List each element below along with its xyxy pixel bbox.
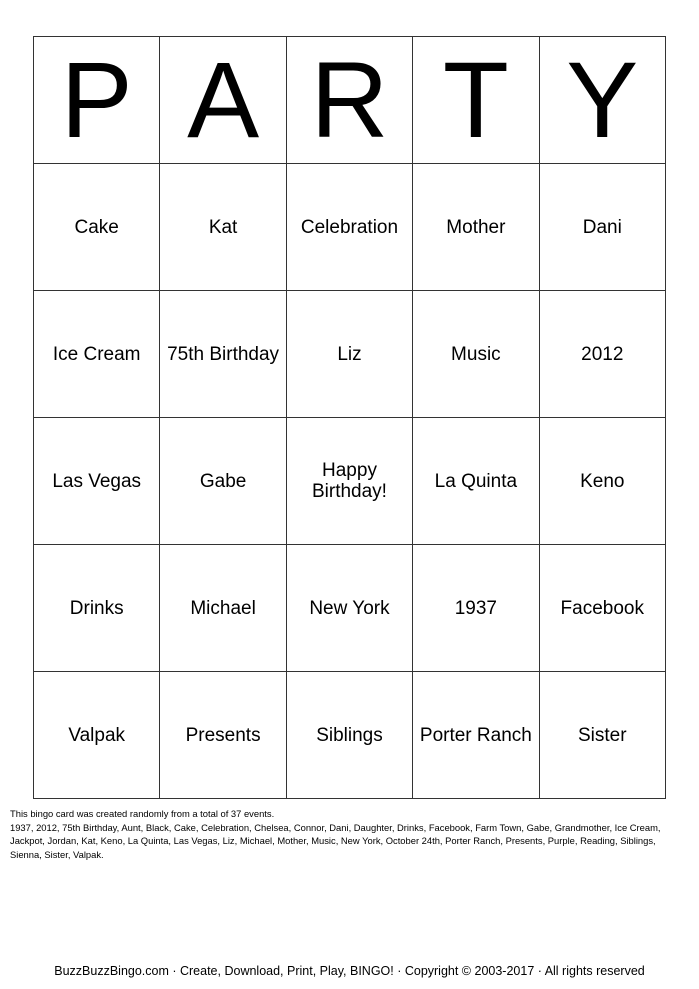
card-info-summary: This bingo card was created randomly from a total of 37 events. [10, 808, 275, 819]
card-row [34, 672, 666, 799]
card-cell: 75th Birthday [160, 291, 286, 418]
header-letter-p: P [34, 37, 160, 164]
header-letter-y: Y [539, 37, 665, 164]
card-row [34, 545, 666, 672]
card-cell: Siblings [286, 672, 412, 799]
header-letter-r: R [286, 37, 412, 164]
card-cell: La Quinta [413, 418, 539, 545]
card-cell: Drinks [34, 545, 160, 672]
card-cell: Dani [539, 164, 665, 291]
header-letter-t: T [413, 37, 539, 164]
card-cell: Liz [286, 291, 412, 418]
card-row [34, 164, 666, 291]
card-cell: Porter Ranch [413, 672, 539, 799]
card-row [34, 291, 666, 418]
card-cell: New York [286, 545, 412, 672]
footer-copyright: BuzzBuzzBingo.com · Create, Download, Print, Play, BINGO! · Copyright © 2003-2017 · All rights reserved [54, 964, 645, 978]
card-cell: Kat [160, 164, 286, 291]
card-cell: Cake [34, 164, 160, 291]
card-cell: Valpak [34, 672, 160, 799]
card-cell: 1937 [413, 545, 539, 672]
card-cell: Facebook [539, 545, 665, 672]
card-cell: Music [413, 291, 539, 418]
card-info [10, 807, 675, 861]
card-row [34, 418, 666, 545]
card-cell: Celebration [286, 164, 412, 291]
card-cell: Michael [160, 545, 286, 672]
card-cell: Gabe [160, 418, 286, 545]
card-cell: Keno [539, 418, 665, 545]
bingo-card [33, 36, 666, 799]
card-info-event-list: 1937, 2012, 75th Birthday, Aunt, Black, Cake, Celebration, Chelsea, Connor, Dani, Daughter, Drinks, Facebook, Farm Town, Gabe, Grandmother, Ice Cream, Jackpot, Jordan, Kat, Keno, La Quinta, Las Vegas, Liz, Michael, Mother, Music, New York, October 24th, Porter Ranch, Presents, Purple, Reading, Siblings, Sienna, Sister, Valpak. [10, 821, 661, 860]
card-cell: Happy Birthday! [286, 418, 412, 545]
card-cell: Ice Cream [34, 291, 160, 418]
header-letter-a: A [160, 37, 286, 164]
card-cell: Las Vegas [34, 418, 160, 545]
card-cell: Sister [539, 672, 665, 799]
card-cell: Mother [413, 164, 539, 291]
card-cell: Presents [160, 672, 286, 799]
header-row [34, 37, 666, 164]
card-cell: 2012 [539, 291, 665, 418]
